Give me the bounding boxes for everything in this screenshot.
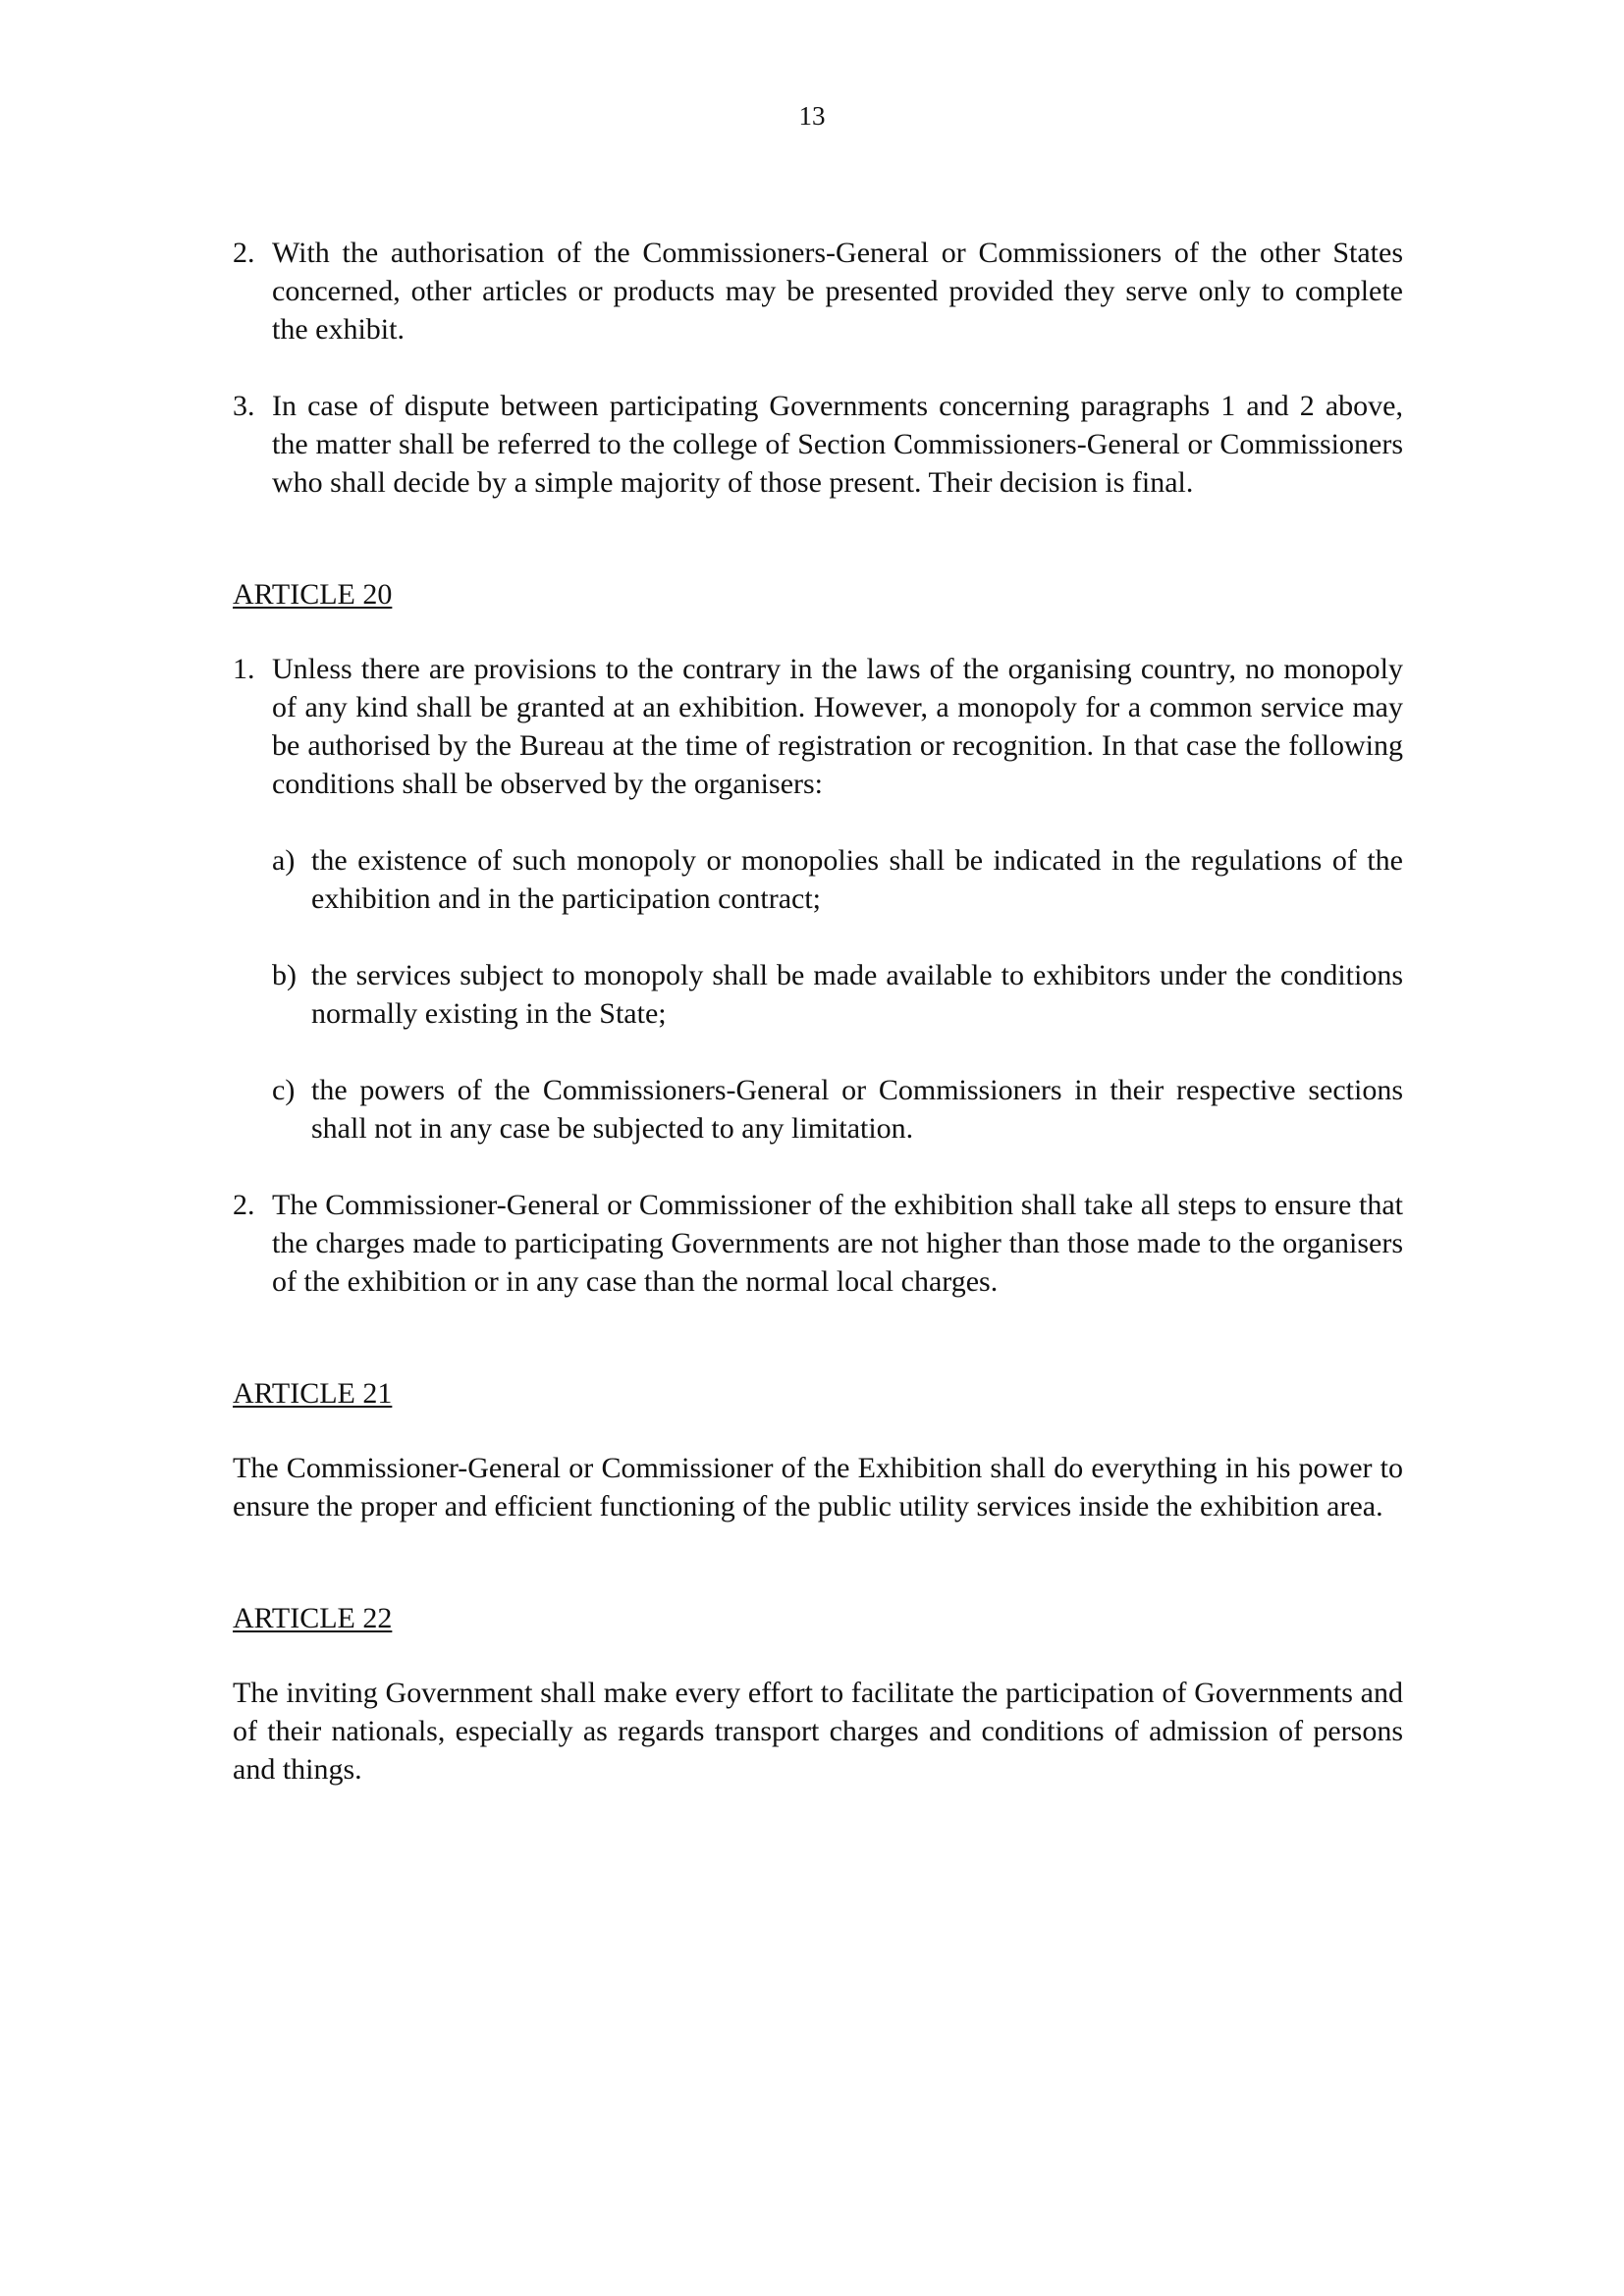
subitem-text: the existence of such monopoly or monopolies shall be indicated in the regulations of the exhibition and in the participation contract; [311, 844, 1403, 915]
article-21-heading: ARTICLE 21 [233, 1377, 393, 1410]
article-20-paragraph-1 [233, 650, 1403, 803]
article-20-subitem-b [272, 956, 1403, 1033]
article-20-heading: ARTICLE 20 [233, 578, 393, 611]
article-20-subitem-c [272, 1071, 1403, 1148]
page-content [233, 234, 1403, 1789]
paragraph-marker: 2. [233, 1189, 255, 1221]
paragraph-text: The Commissioner-General or Commissioner of the exhibition shall take all steps to ensure that the charges made to participating Governments are not higher than those made to the organisers of the exhibition or in any case than the normal local charges. [272, 1189, 1403, 1298]
article-21-text: The Commissioner-General or Commissioner of the Exhibition shall do everything in his power to ensure the proper and efficient functioning of the public utility services inside the exhibition area. [233, 1452, 1403, 1522]
article-20-subitem-a [272, 841, 1403, 918]
subitem-marker: b) [272, 959, 297, 991]
subitem-marker: a) [272, 844, 296, 877]
paragraph-marker: 1. [233, 653, 255, 685]
numbered-paragraph-3 [233, 387, 1403, 502]
article-22-heading: ARTICLE 22 [233, 1602, 393, 1634]
subitem-text: the powers of the Commissioners-General or Commissioners in their respective sections shall not in any case be subjected to any limitation. [311, 1074, 1403, 1145]
subitem-marker: c) [272, 1074, 296, 1106]
article-20-paragraph-2 [233, 1186, 1403, 1301]
paragraph-text: In case of dispute between participating Governments concerning paragraphs 1 and 2 above, the matter shall be referred to the college of Section Commissioners-General or Commissioners who shall decide by a simple majority of those present. Their decision is final. [272, 390, 1403, 499]
subitem-text: the services subject to monopoly shall be made available to exhibitors under the conditions normally existing in the State; [311, 959, 1403, 1030]
paragraph-text: With the authorisation of the Commissioners-General or Commissioners of the other States concerned, other articles or products may be presented provided they serve only to complete the exhibit. [272, 237, 1403, 346]
paragraph-text: Unless there are provisions to the contrary in the laws of the organising country, no monopoly of any kind shall be granted at an exhibition. However, a monopoly for a common service may be authorised by the Bureau at the time of registration or recognition. In that case the following conditions shall be observed by the organisers: [272, 653, 1403, 800]
page-number: 13 [798, 101, 826, 131]
article-22-text: The inviting Government shall make every effort to facilitate the participation of Governments and of their nationals, especially as regards transport charges and conditions of admission of persons and things. [233, 1677, 1403, 1786]
paragraph-marker: 3. [233, 390, 255, 422]
paragraph-marker: 2. [233, 237, 255, 269]
numbered-paragraph-2 [233, 234, 1403, 348]
